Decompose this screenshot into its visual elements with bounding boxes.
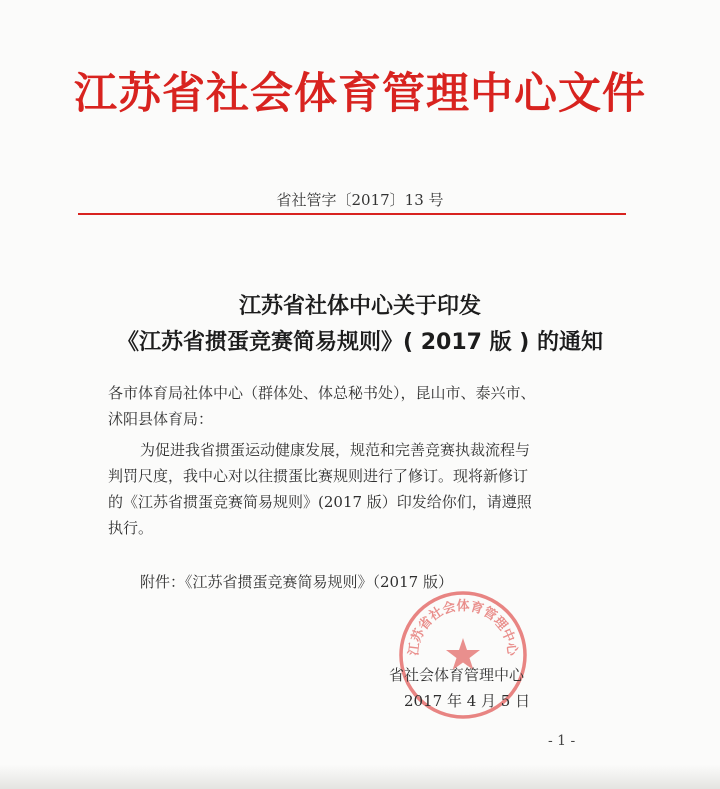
- signature-date: 2017 年 4 月 5 日: [404, 692, 531, 710]
- page-bottom-shadow: [0, 765, 720, 789]
- document-number: 省社管字〔2017〕13 号: [276, 191, 444, 209]
- body-paragraph-line3: 的《江苏省掼蛋竞赛简易规则》(2017 版）印发给你们，请遵照: [108, 493, 532, 511]
- notice-title-line2: 《江苏省掼蛋竞赛简易规则》( 2017 版 ) 的通知: [117, 330, 603, 355]
- header-red-divider: [78, 213, 626, 215]
- page-number: - 1 -: [548, 733, 576, 749]
- signature-organization: 省社会体育管理中心: [389, 666, 525, 684]
- notice-title-line1: 江苏省社体中心关于印发: [238, 294, 481, 319]
- body-paragraph-line1: 为促进我省掼蛋运动健康发展，规范和完善竞赛执裁流程与: [140, 441, 531, 459]
- addressee-line1: 各市体育局社体中心（群体处、体总秘书处），昆山市、泰兴市、: [108, 384, 536, 402]
- body-paragraph-line2: 判罚尺度，我中心对以往掼蛋比赛规则进行了修订。现将新修订: [108, 467, 529, 485]
- addressee-line2: 沭阳县体育局：: [108, 410, 214, 428]
- seal-text: 江苏省社会体育管理中心: [406, 599, 520, 657]
- document-header-title: 江苏省社会体育管理中心文件: [74, 69, 646, 119]
- attachment-line: 附件：《江苏省掼蛋竞赛简易规则》（2017 版）: [140, 573, 453, 591]
- body-paragraph-line4: 执行。: [108, 519, 154, 537]
